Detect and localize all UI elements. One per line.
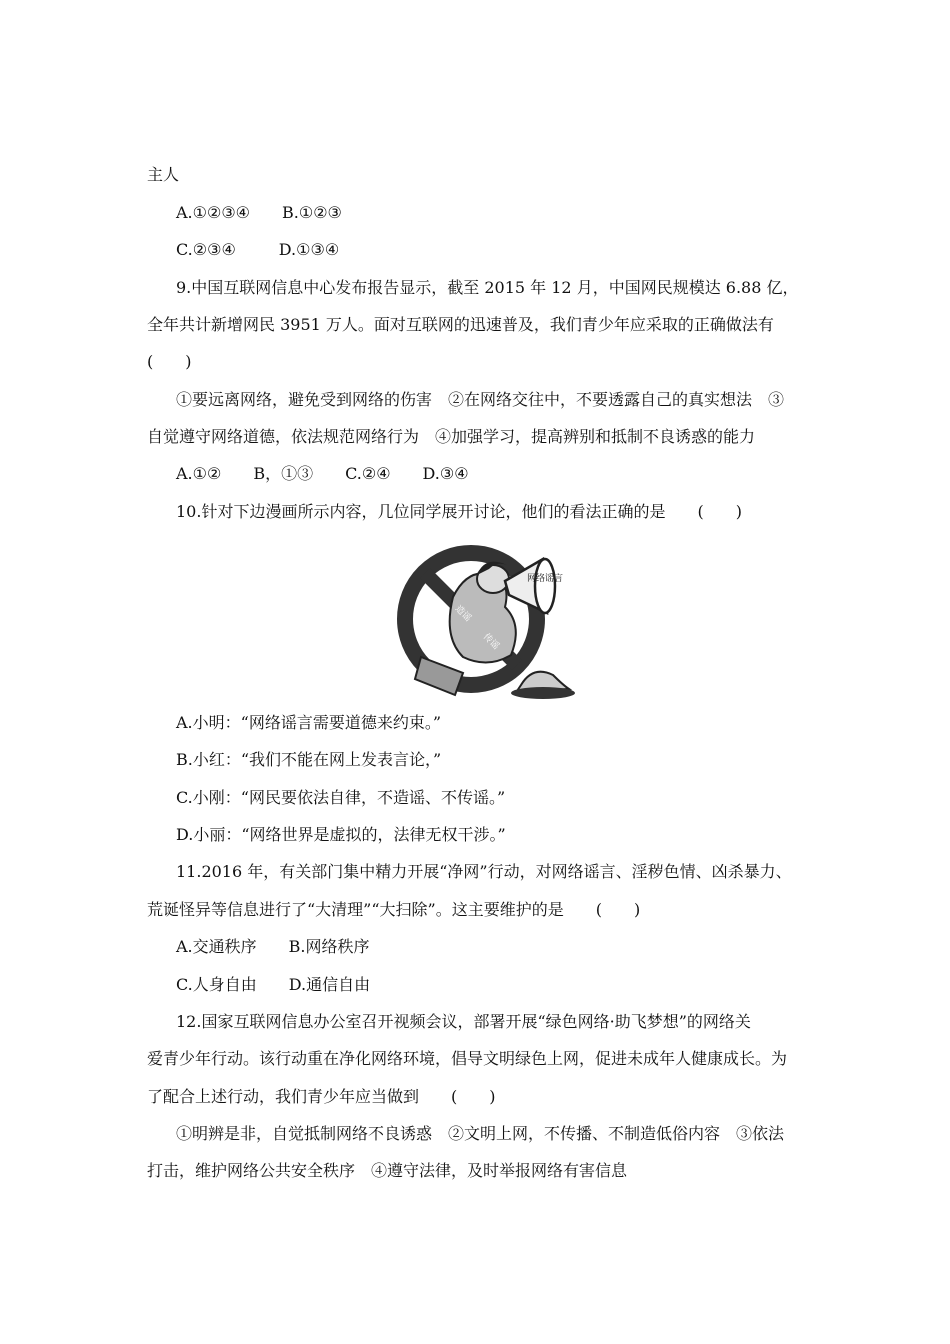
q9-options — [176, 463, 469, 485]
megaphone-text: 网络谣言 — [526, 574, 564, 584]
q9-stem-line1: 9.中国互联网信息中心发布报告显示，截至 2015 年 12 月，中国网民规模达 6.88 亿， — [176, 278, 799, 297]
q9-option-c: C.②④ — [345, 464, 391, 483]
q11-option-b: B.网络秩序 — [288, 937, 370, 956]
q11-stem-line2: 荒诞怪异等信息进行了“大清理”“大扫除”。这主要维护的是 ( ) — [147, 900, 641, 919]
q9-statements-line2: 自觉遵守网络道德，依法规范网络行为 ④加强学习，提高辨别和抵制不良诱惑的能力 — [147, 427, 756, 446]
sign-text-2: 传谣 — [480, 632, 501, 652]
q8-option-b: B.①②③ — [282, 203, 342, 222]
q12-statements-line1: ①明辨是非，自觉抵制网络不良诱惑 ②文明上网，不传播、不制造低俗内容 ③依法 — [176, 1124, 785, 1143]
q10-option-b: B.小红：“我们不能在网上发表言论，” — [176, 750, 442, 769]
q12-statements-line2: 打击，维护网络公共安全秩序 ④遵守法律，及时举报网络有害信息 — [147, 1161, 628, 1180]
q11-option-c: C.人身自由 — [176, 975, 257, 994]
q11-options-row2 — [176, 974, 370, 996]
q8-option-a: A.①②③④ — [176, 203, 251, 222]
q12-stem-line1: 12.国家互联网信息办公室召开视频会议，部署开展“绿色网络·助飞梦想”的网络关 — [176, 1012, 751, 1031]
q9-answer-bracket: ( ) — [147, 352, 192, 371]
q8-option-c: C.②③④ — [176, 240, 236, 259]
q11-option-a: A.交通秩序 — [176, 937, 257, 956]
q9-stem-line2: 全年共计新增网民 3951 万人。面对互联网的迅速普及，我们青少年应采取的正确做法有 — [147, 315, 774, 334]
q10-option-a: A.小明：“网络谣言需要道德来约束。” — [176, 713, 442, 732]
keyboard-icon — [415, 657, 463, 695]
q9-statements-line1: ①要远离网络，避免受到网络的伤害 ②在网络交往中，不要透露自己的真实想法 ③ — [176, 390, 785, 409]
ground-shadow — [511, 687, 575, 699]
q11-stem-line1: 11.2016 年，有关部门集中精力开展“净网”行动，对网络谣言、淫秽色情、凶杀暴力、 — [176, 862, 792, 881]
q10-stem: 10.针对下边漫画所示内容，几位同学展开讨论，他们的看法正确的是 ( ) — [176, 502, 742, 521]
q12-stem-line2: 爱青少年行动。该行动重在净化网络环境，倡导文明绿色上网，促进未成年人健康成长。为 — [147, 1049, 788, 1068]
anti-rumor-cartoon — [393, 537, 593, 705]
q11-option-d: D.通信自由 — [288, 975, 371, 994]
q8-options-row2 — [176, 239, 339, 261]
q9-option-a: A.①② — [176, 464, 222, 483]
q11-options-row1 — [176, 936, 370, 958]
megaphone-bell — [535, 559, 555, 613]
sign-text-1: 造谣 — [452, 604, 473, 624]
q10-option-d: D.小丽：“网络世界是虚拟的，法律无权干涉。” — [176, 825, 506, 844]
q8-options-row1 — [176, 202, 342, 224]
q10-option-c: C.小刚：“网民要依法自律，不造谣、不传谣。” — [176, 788, 506, 807]
q8-option-d: D.①③④ — [278, 240, 340, 259]
q12-stem-line3: 了配合上述行动，我们青少年应当做到 ( ) — [147, 1087, 496, 1106]
q9-option-b: B，①③ — [253, 464, 314, 483]
q8-tail: 主人 — [147, 165, 180, 184]
q9-option-d: D.③④ — [422, 464, 469, 483]
